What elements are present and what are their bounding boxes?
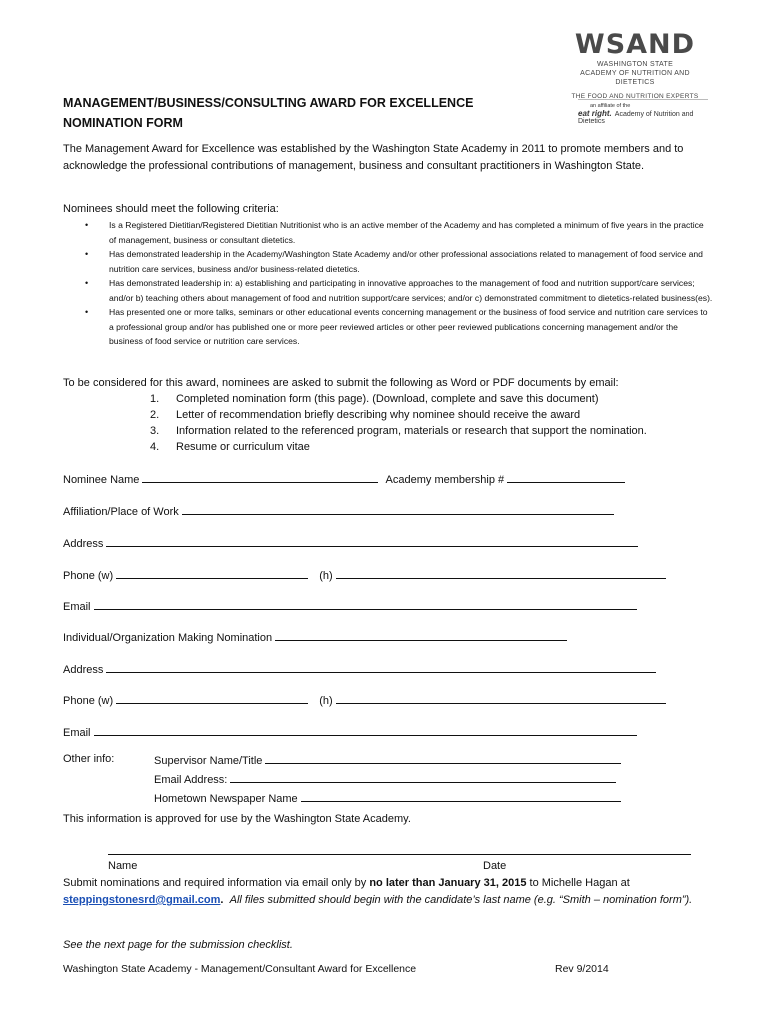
signature-name-label: Name (108, 860, 138, 872)
affiliate-org: Academy of Nutrition and Dietetics (578, 111, 694, 125)
see-next-page-note: See the next page for the submission checklist. (63, 939, 293, 951)
email-row (63, 598, 637, 614)
approval-text: This information is approved for use by the Washington State Academy. (63, 813, 411, 825)
phone-work-field[interactable] (116, 567, 308, 579)
logo-wordmark: WSAND (574, 29, 696, 60)
nominator-phone-home-field[interactable] (336, 692, 666, 704)
criteria-item: • Has demonstrated leadership in: a) establishing and participating in innovative approaches to the management of food and nutrition support/care services; and/or b) teaching others about management of food and nutrition support/care services; and/or c) demonstrated commitment to dietetics-related business(es). (85, 278, 713, 303)
criteria-item: • Has demonstrated leadership in the Academy/Washington State Academy and/or other professional associations related to management of food service and nutrition care services, business and/or business-related dietetics. (85, 249, 703, 274)
deadline-text: no later than January 31, 2015 (369, 877, 527, 889)
supervisor-row (154, 752, 621, 768)
email-address-label: Email Address: (154, 774, 228, 786)
criteria-list (63, 218, 713, 349)
criteria-item: • Has presented one or more talks, seminars or other educational events concerning management or the business of food service and nutrition care services to a professional group and/or has published one or more peer reviewed articles or other peer reviewed publications concerning management and/or the business of food service or nutrition care services. (85, 307, 708, 346)
nominator-address-label: Address (63, 664, 104, 676)
phone-work-label: Phone (w) (63, 570, 114, 582)
criteria-intro: Nominees should meet the following criteria: (63, 203, 279, 215)
wsand-logo (560, 30, 710, 100)
nominator-address-row (63, 661, 656, 677)
submit-item: 2. Letter of recommendation briefly describing why nominee should receive the award (150, 409, 581, 421)
logo-line-1: WASHINGTON STATE (596, 61, 674, 68)
submit-item: 1. Completed nomination form (this page). (Download, complete and save this document) (150, 393, 599, 405)
nominator-phone-work-field[interactable] (116, 692, 308, 704)
membership-label: Academy membership # (385, 474, 505, 486)
address-field[interactable] (106, 535, 638, 547)
address-row (63, 535, 638, 551)
affiliate-badge (578, 99, 708, 125)
page-title (63, 93, 543, 133)
phone-home-label: (h) (319, 570, 333, 582)
nominator-address-field[interactable] (106, 661, 656, 673)
submission-instructions: Submit nominations and required information via email only by no later than January 31, 2015 to Michelle Hagan at steppingstonesrd@gmail.com. All files submitted should begin with the candidate’s last name (e.g. “Smith – nomination form”). (63, 877, 693, 906)
nominee-name-row (63, 471, 625, 487)
nominator-field[interactable] (275, 629, 567, 641)
affiliation-field[interactable] (182, 503, 614, 515)
affiliation-label: Affiliation/Place of Work (63, 506, 179, 518)
nominee-name-label: Nominee Name (63, 474, 140, 486)
submit-items-list (150, 391, 710, 455)
submit-item: 3. Information related to the referenced program, materials or research that support the nomination. (150, 425, 647, 437)
nominator-email-label: Email (63, 727, 91, 739)
file-naming-note: All files submitted should begin with the candidate’s last name (e.g. “Smith – nomination form”). (229, 894, 693, 906)
affiliate-small-text: an affiliate of the (590, 103, 631, 109)
nominee-name-field[interactable] (142, 471, 378, 483)
logo-line-2: ACADEMY OF NUTRITION AND DIETETICS (580, 70, 690, 86)
supervisor-field[interactable] (265, 752, 621, 764)
email-field[interactable] (94, 598, 637, 610)
footer-left: Washington State Academy - Management/Consultant Award for Excellence (63, 963, 417, 975)
submit-item: 4. Resume or curriculum vitae (150, 441, 310, 453)
supervisor-label: Supervisor Name/Title (154, 755, 263, 767)
bullet-icon: • (85, 249, 89, 259)
phone-row (63, 567, 666, 583)
other-info-label: Other info: (63, 753, 115, 765)
bullet-icon: • (85, 220, 89, 230)
newspaper-field[interactable] (301, 790, 621, 802)
nominator-email-field[interactable] (94, 724, 637, 736)
eat-right-logo: eat right. (578, 109, 612, 118)
address-label: Address (63, 538, 104, 550)
email-label: Email (63, 601, 91, 613)
signature-line[interactable] (108, 854, 691, 855)
membership-field[interactable] (507, 471, 625, 483)
signature-date-label: Date (483, 860, 507, 872)
nominator-phone-home-label: (h) (319, 695, 333, 707)
contact-email-link[interactable]: steppingstonesrd@gmail.com (63, 894, 221, 906)
bullet-icon: • (85, 307, 89, 317)
submit-intro: To be considered for this award, nominees are asked to submit the following as Word or PDF documents by email: (63, 377, 619, 389)
phone-home-field[interactable] (336, 567, 666, 579)
nominator-phone-row (63, 692, 666, 708)
nominator-label: Individual/Organization Making Nomination (63, 632, 273, 644)
email-address-row (154, 771, 616, 787)
logo-tagline: THE FOOD AND NUTRITION EXPERTS (571, 93, 699, 100)
affiliation-row (63, 503, 614, 519)
email-address-field[interactable] (230, 771, 616, 783)
nominator-email-row (63, 724, 637, 740)
intro-paragraph: The Management Award for Excellence was established by the Washington State Academy in 2011 to promote members and to acknowledge the professional contributions of management, business and consultant practitioners in Washington State. (63, 143, 684, 172)
footer-revision: Rev 9/2014 (555, 963, 609, 975)
title-line-1: MANAGEMENT/BUSINESS/CONSULTING AWARD FOR EXCELLENCE (63, 96, 474, 110)
criteria-item: • Is a Registered Dietitian/Registered Dietitian Nutritionist who is an active member of the Academy and has completed a minimum of five years in the practice of management, business or consultant dietetics. (85, 220, 704, 245)
bullet-icon: • (85, 278, 89, 288)
title-line-2: NOMINATION FORM (63, 116, 183, 130)
nominator-row (63, 629, 567, 645)
nominator-phone-work-label: Phone (w) (63, 695, 114, 707)
newspaper-label: Hometown Newspaper Name (154, 793, 298, 805)
newspaper-row (154, 790, 621, 806)
